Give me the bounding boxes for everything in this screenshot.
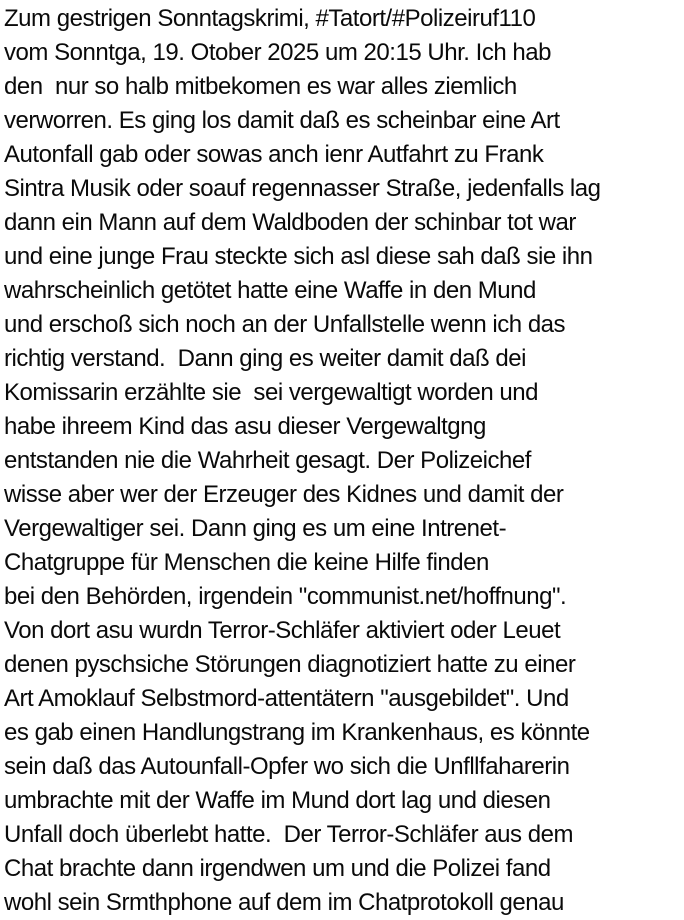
text-line: umbrachte mit der Waffe im Mund dort lag und diesen xyxy=(4,787,551,814)
text-line: Von dort asu wurdn Terror-Schläfer aktiviert oder Leuet xyxy=(4,617,561,644)
text-line: bei den Behörden, irgendein "communist.net/hoffnung". xyxy=(4,583,567,610)
text-line: wisse aber wer der Erzeuger des Kidnes und damit der xyxy=(4,481,564,508)
text-line: Chat brachte dann irgendwen um und die Polizei fand xyxy=(4,855,551,882)
text-line: Art Amoklauf Selbstmord-attentätern "ausgebildet". Und xyxy=(4,685,569,712)
text-line: Unfall doch überlebt hatte. Der Terror-Schläfer aus dem xyxy=(4,821,573,848)
text-line: Autonfall gab oder sowas anch ienr Autfahrt zu Frank xyxy=(4,141,544,168)
text-line: verworren. Es ging los damit daß es scheinbar eine Art xyxy=(4,107,560,134)
text-line: dann ein Mann auf dem Waldboden der schinbar tot war xyxy=(4,209,576,236)
text-line: wahrscheinlich getötet hatte eine Waffe in den Mund xyxy=(4,277,536,304)
text-line: habe ihreem Kind das asu dieser Vergewaltgng xyxy=(4,413,486,440)
text-line: vom Sonntga, 19. Otober 2025 um 20:15 Uhr. Ich hab xyxy=(4,39,552,66)
text-line: Sintra Musik oder soauf regennasser Straße, jedenfalls lag xyxy=(4,175,601,202)
text-line: es gab einen Handlungstrang im Krankenhaus, es könnte xyxy=(4,719,590,746)
text-line: sein daß das Autounfall-Opfer wo sich die Unfllfaharerin xyxy=(4,753,570,780)
text-line: denen pyschsiche Störungen diagnotiziert hatte zu einer xyxy=(4,651,576,678)
text-line: Komissarin erzählte sie sei vergewaltigt worden und xyxy=(4,379,538,406)
text-line: Chatgruppe für Menschen die keine Hilfe finden xyxy=(4,549,489,576)
text-line: Vergewaltiger sei. Dann ging es um eine Intrenet- xyxy=(4,515,507,542)
text-line: wohl sein Srmthphone auf dem im Chatprotokoll genau xyxy=(4,889,564,916)
text-line: und erschoß sich noch an der Unfallstelle wenn ich das xyxy=(4,311,566,338)
text-line: den nur so halb mitbekomen es war alles ziemlich xyxy=(4,73,517,100)
text-line: richtig verstand. Dann ging es weiter damit daß dei xyxy=(4,345,526,372)
text-line: Zum gestrigen Sonntagskrimi, #Tatort/#Polizeiruf110 xyxy=(4,5,536,32)
text-line: und eine junge Frau steckte sich asl diese sah daß sie ihn xyxy=(4,243,593,270)
text-line: entstanden nie die Wahrheit gesagt. Der Polizeichef xyxy=(4,447,531,474)
